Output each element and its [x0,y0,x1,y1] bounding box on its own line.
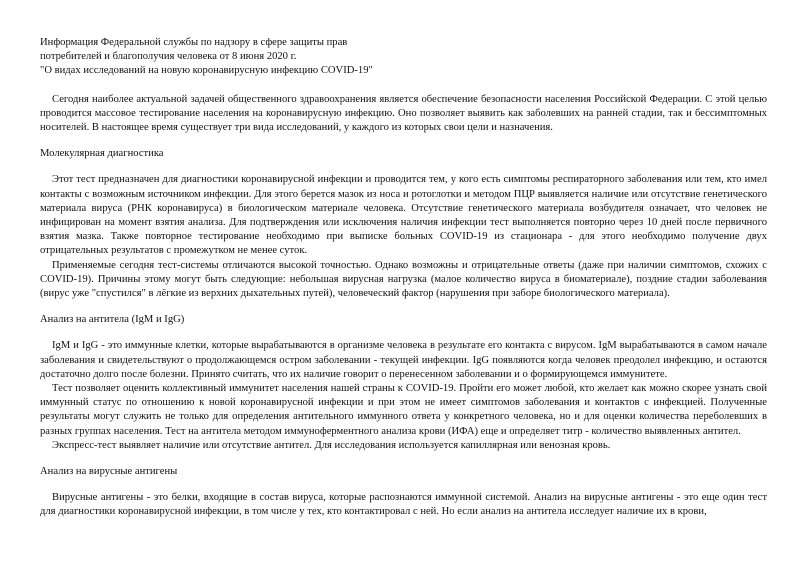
document-page [40,36,767,520]
section-title-antigens: Анализ на вирусные антигены [40,466,178,478]
document-header [40,36,767,79]
header-line-1: Информация Федеральной службы по надзору в сфере защиты прав [40,37,348,48]
molecular-paragraph-2: Применяемые сегодня тест-системы отличаются высокой точностью. Однако возможны и отрицательные ответы (даже при наличии симптомов, схожих с COVID-19). Причины этому могут быть следующие: небольшая вирусная нагрузка (малое количество вируса в биоматериале), поздние стадии заболевания (вирус уже "спустился" в лёгкие из верхних дыхательных путей), человеческий фактор (нарушения при заборе биологического материала). [40,259,767,300]
header-line-2: потребителей и благополучия человека от 8 июня 2020 г. [40,51,297,63]
antigens-paragraph-1: Вирусные антигены - это белки, входящие в состав вируса, которые распознаются иммунной системой. Анализ на вирусные антигены - это еще один тест для диагностики коронавирусной инфекции, в том числе у тех, кто контактировал с ней. Но если анализ на антитела исследует наличие их в крови, [40,492,767,518]
section-title-antibodies: Анализ на антитела (IgM и IgG) [40,314,185,326]
antibodies-paragraph-2: Тест позволяет оценить коллективный иммунитет населения нашей страны к COVID-19. Пройти его может любой, кто желает как можно скорее узнать свой иммунный статус по отношению к новой коронавирусной инфекции и при этом не имеет симптомов заболевания и контактов с инфекцией. Полученные результаты могут служить не только для определения антительного иммунного ответа у конкретного человека, но и для оценки количества переболевших в разных группах населения. Тест на антитела методом иммуноферментного анализа крови (ИФА) еще и определяет титр - количество выявленных антител. [40,383,767,437]
header-line-3: "О видах исследований на новую коронавирусную инфекцию COVID-19" [40,65,373,77]
molecular-paragraph-1: Этот тест предназначен для диагностики коронавирусной инфекции и проводится тем, у кого есть симптомы респираторного заболевания или тем, кто имел контакты с возможным источником инфекции. Для этого берется мазок из носа и ротоглотки и методом ПЦР выявляется наличие или отсутствие генетического материала вируса (РНК коронавируса) в биологическом материале человека. Отсутствие генетического материала возбудителя означает, что человек не инфицирован на момент взятия анализа. Для подтверждения или исключения наличия инфекции тест выполняется повторно через 10 дней после первичного взятия мазка. Также повторное тестирование необходимо при выписке больных COVID-19 из стационара - для этого необходимо получение двух отрицательных результатов с промежутком не менее суток. [40,174,767,257]
intro-paragraph: Сегодня наиболее актуальной задачей общественного здравоохранения является обеспечение безопасности населения Российской Федерации. С этой целью проводится массовое тестирование населения на коронавирусную инфекцию. Оно позволяет выявить как заболевших на ранней стадии, так и бессимптомных носителей. В настоящее время существует три вида исследований, у каждого из которых свои цели и назначения. [40,93,767,134]
antibodies-paragraph-1: IgM и IgG - это иммунные клетки, которые вырабатываются в организме человека в результате его контакта с вирусом. IgM вырабатываются в самом начале заболевания и свидетельствуют о продолжающемся остром заболевании - текущей инфекции. IgG появляются когда человек преодолел инфекцию, и остаются достаточно долго после болезни. Принято считать, что их наличие говорит о перенесенном заболевании и о формирующемся иммунитете. [40,340,767,380]
antibodies-paragraph-3: Экспресс-тест выявляет наличие или отсутствие антител. Для исследования используется капиллярная или венозная кровь. [52,439,611,451]
section-title-molecular: Молекулярная диагностика [40,148,164,160]
